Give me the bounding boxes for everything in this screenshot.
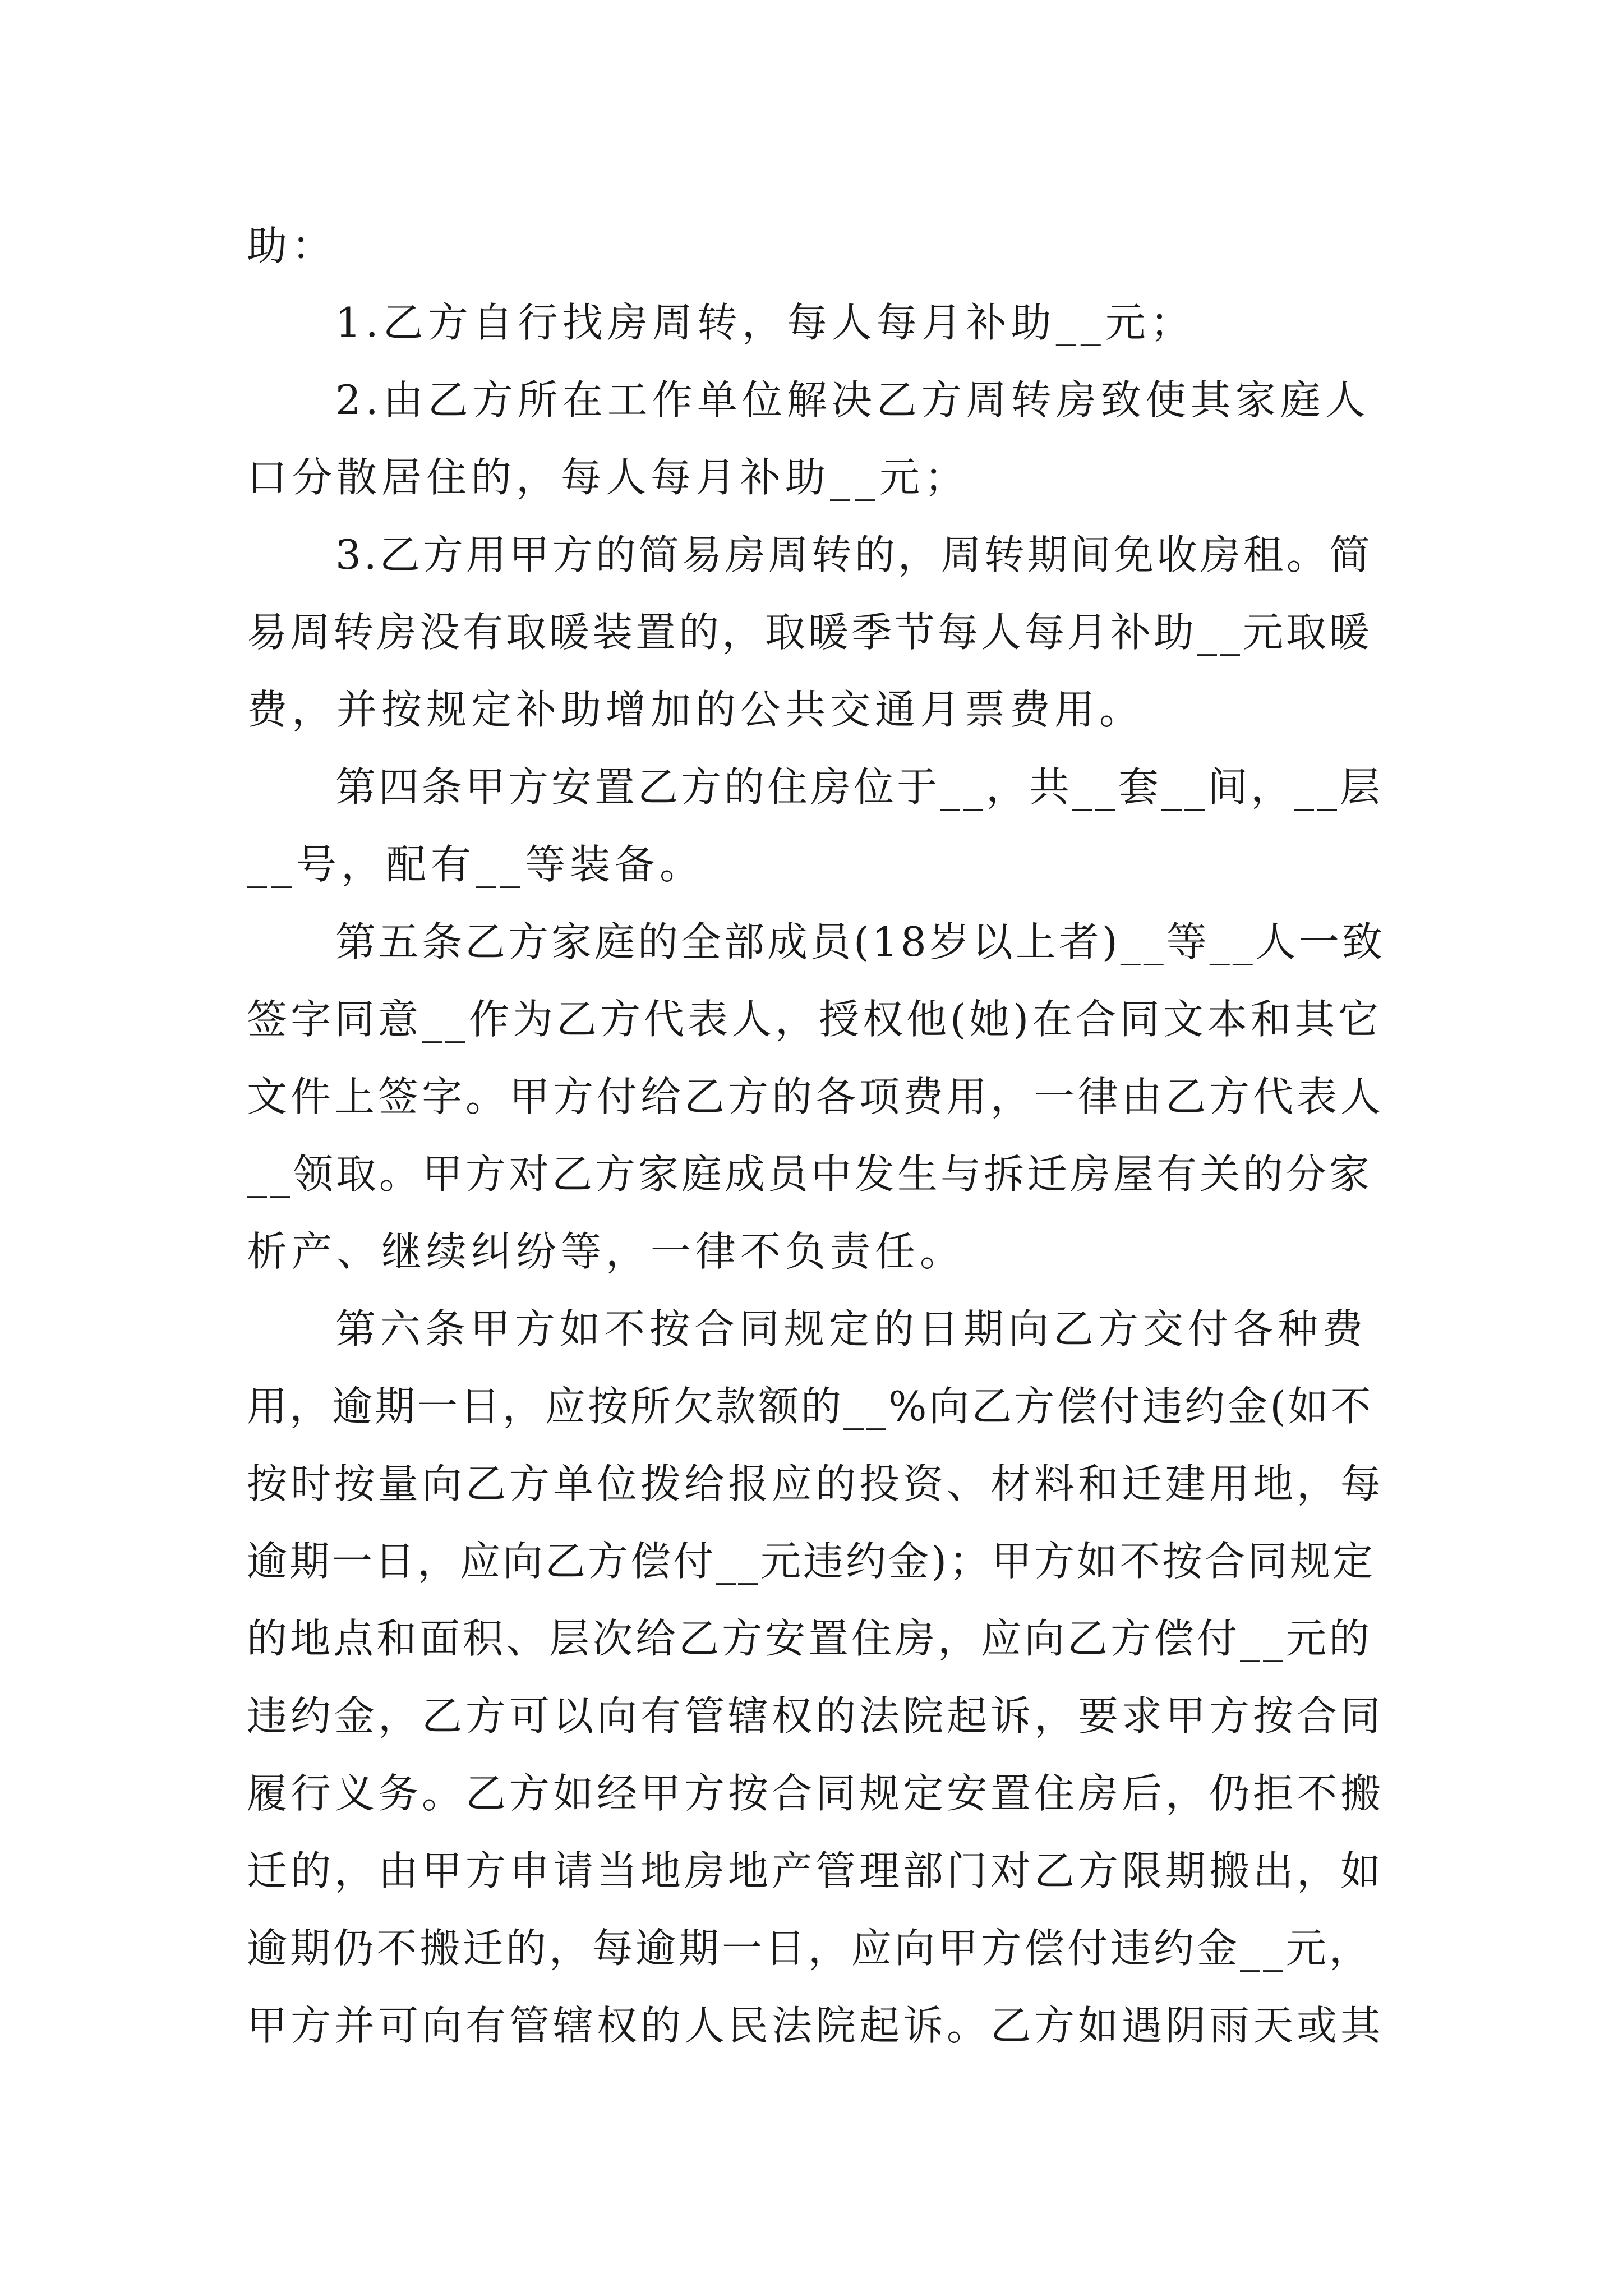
text-line: 第四条甲方安置乙方的住房位于__，共__套__间，__层 xyxy=(335,763,1384,811)
text-line: 费，并按规定补助增加的公共交通月票费用。 xyxy=(247,686,1145,733)
text-line: 履行义务。乙方如经甲方按合同规定安置住房后，仍拒不搬 xyxy=(247,1770,1385,1817)
text-line: 3.乙方用甲方的简易房周转的，周转期间免收房租。简 xyxy=(335,531,1373,578)
text-line: 签字同意__作为乙方代表人，授权他(她)在合同文本和其它 xyxy=(247,996,1382,1043)
text-line: 口分散居住的，每人每月补助__元； xyxy=(247,454,970,501)
text-line: 逾期一日，应向乙方偿付__元违约金)；甲方如不按合同规定 xyxy=(247,1538,1376,1585)
text-line: 第六条甲方如不按合同规定的日期向乙方交付各种费 xyxy=(335,1305,1368,1352)
text-line: 2.由乙方所在工作单位解决乙方周转房致使其家庭人 xyxy=(335,376,1370,424)
text-line: 第五条乙方家庭的全部成员(18岁以上者)__等__人一致 xyxy=(335,918,1385,965)
text-line: __领取。甲方对乙方家庭成员中发生与拆迁房屋有关的分家 xyxy=(247,1151,1373,1198)
text-line: 迁的，由甲方申请当地房地产管理部门对乙方限期搬出，如 xyxy=(247,1847,1385,1894)
text-line: 用，逾期一日，应按所欠款额的__%向乙方偿付违约金(如不 xyxy=(247,1383,1373,1430)
text-line: 甲方并可向有管辖权的人民法院起诉。乙方如遇阴雨天或其 xyxy=(247,2002,1385,2049)
text-line: 易周转房没有取暖装置的，取暖季节每人每月补助__元取暖 xyxy=(247,609,1373,656)
text-line: 逾期仍不搬迁的，每逾期一日，应向甲方偿付违约金__元， xyxy=(247,1925,1373,1972)
text-line: 按时按量向乙方单位拨给报应的投资、材料和迁建用地，每 xyxy=(247,1460,1385,1507)
text-line: 违约金，乙方可以向有管辖权的法院起诉，要求甲方按合同 xyxy=(247,1692,1385,1740)
text-line: 助： xyxy=(247,222,337,269)
text-line: 文件上签字。甲方付给乙方的各项费用，一律由乙方代表人 xyxy=(247,1073,1385,1120)
text-line: 1.乙方自行找房周转，每人每月补助__元； xyxy=(335,299,1195,346)
text-line: __号，配有__等装备。 xyxy=(247,841,705,888)
text-line: 析产、继续纠纷等，一律不负责任。 xyxy=(247,1228,965,1275)
text-line: 的地点和面积、层次给乙方安置住房，应向乙方偿付__元的 xyxy=(247,1615,1373,1662)
